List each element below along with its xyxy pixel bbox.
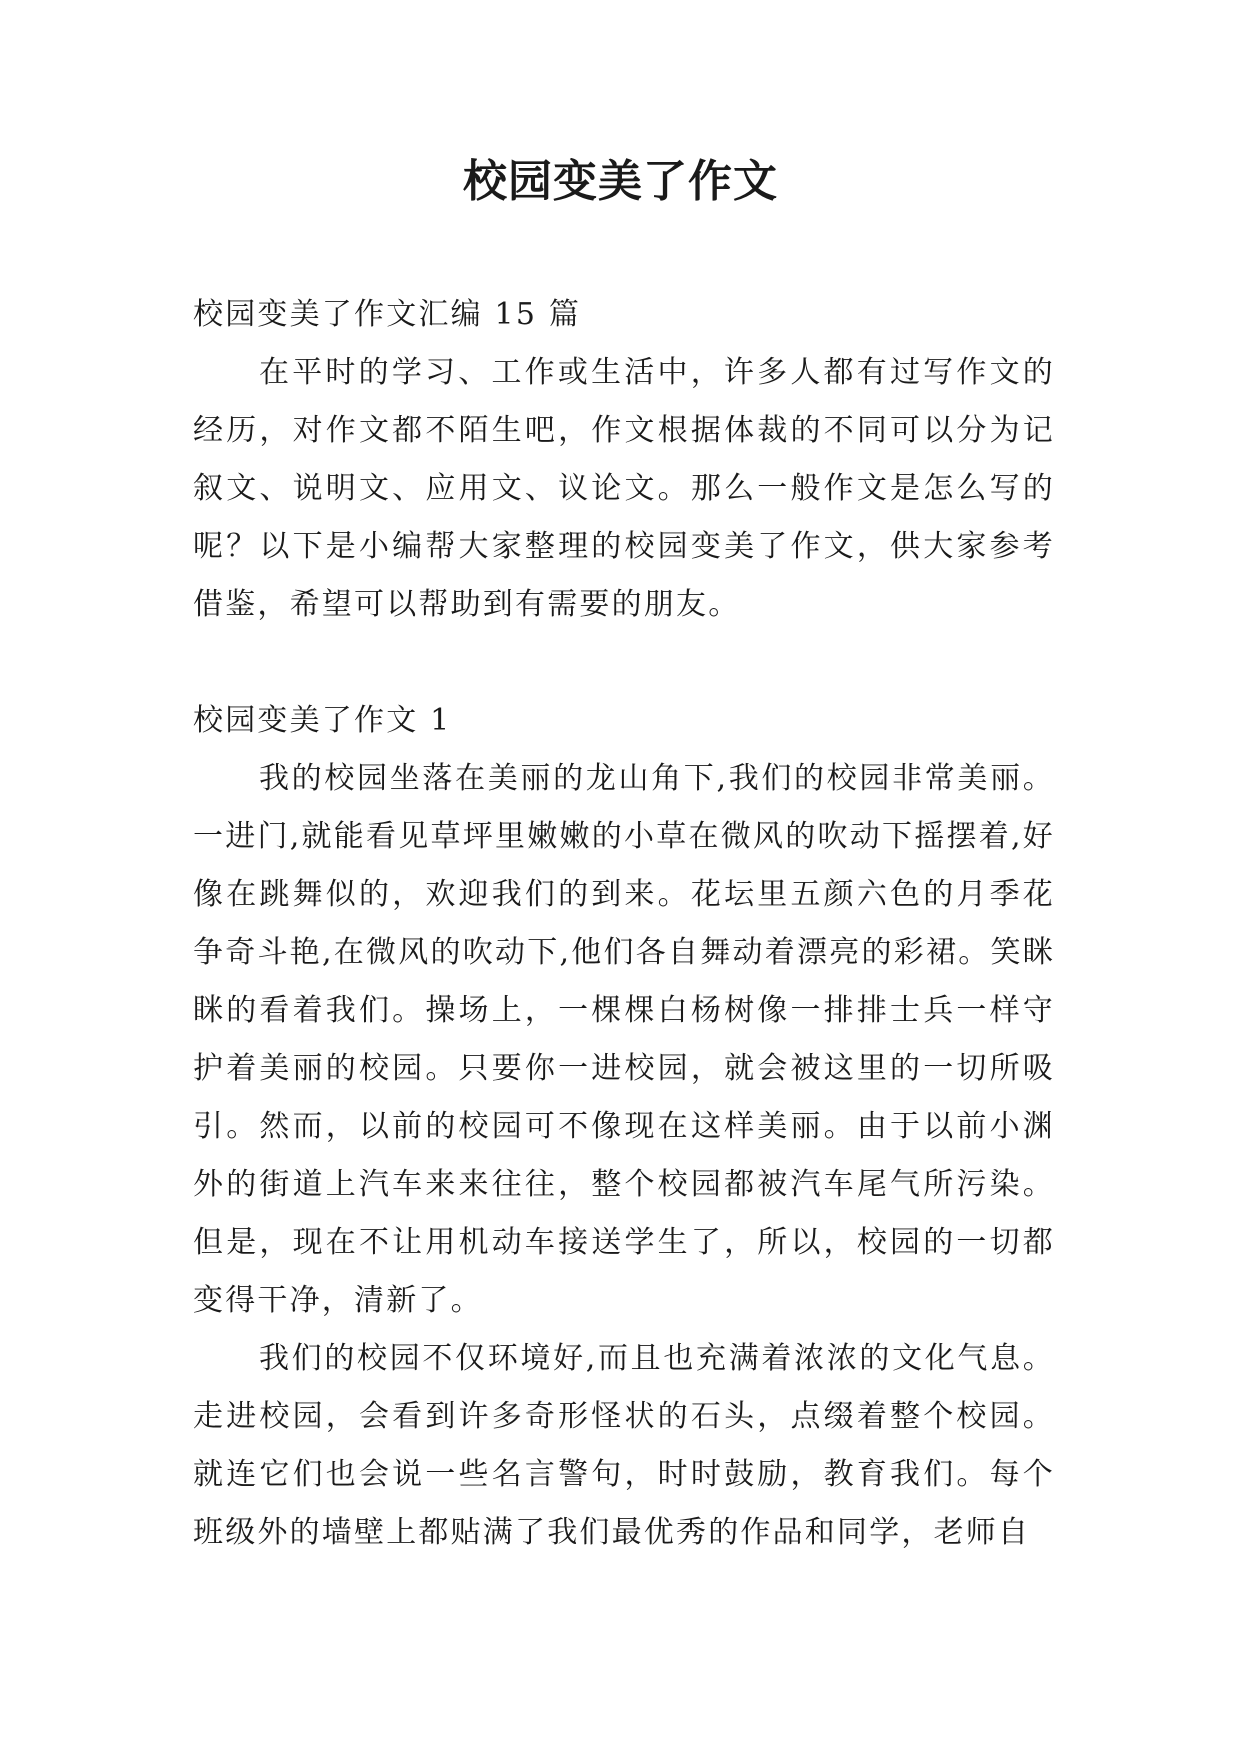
section-spacer [193, 634, 1055, 692]
intro-paragraph: 在平时的学习、工作或生活中，许多人都有过写作文的经历，对作文都不陌生吧，作文根据体裁的不同可以分为记叙文、说明文、应用文、议论文。那么一般作文是怎么写的呢？以下是小编帮大家整理的校园变美了作文，供大家参考借鉴，希望可以帮助到有需要的朋友。 [193, 355, 1055, 622]
document-body [193, 286, 1055, 1562]
essay-paragraph: 我的校园坐落在美丽的龙山角下,我们的校园非常美丽。一进门,就能看见草坪里嫩嫩的小草在微风的吹动下摇摆着,好像在跳舞似的，欢迎我们的到来。花坛里五颜六色的月季花争奇斗艳,在微风的吹动下,他们各自舞动着漂亮的彩裙。笑眯眯的看着我们。操场上，一棵棵白杨树像一排排士兵一样守护着美丽的校园。只要你一进校园，就会被这里的一切所吸引。然而，以前的校园可不像现在这样美丽。由于以前小渊外的街道上汽车来来往往，整个校园都被汽车尾气所污染。但是，现在不让用机动车接送学生了，所以，校园的一切都变得干净，清新了。 [193, 761, 1055, 1318]
essay-paragraph: 我们的校园不仅环境好,而且也充满着浓浓的文化气息。走进校园，会看到许多奇形怪状的石头，点缀着整个校园。就连它们也会说一些名言警句，时时鼓励，教育我们。每个班级外的墙壁上都贴满了我们最优秀的作品和同学，老师自 [193, 1341, 1055, 1550]
collection-heading: 校园变美了作文汇编 15 篇 [193, 297, 582, 332]
essay-heading: 校园变美了作文 1 [193, 703, 452, 738]
document-title: 校园变美了作文 [463, 156, 778, 207]
